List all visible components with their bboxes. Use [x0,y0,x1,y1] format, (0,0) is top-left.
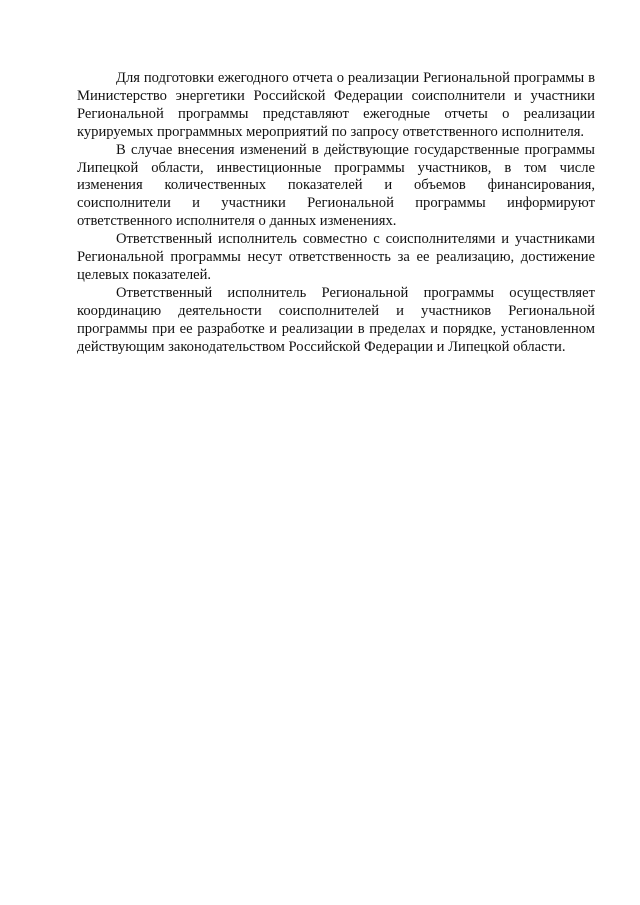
paragraph-coordination: Ответственный исполнитель Региональной программы осуществляет координацию деятельности соисполнителей и участников Региональной программы при ее разработке и реализации в пределах и порядке, установленном действующим законодательством Российской Федерации и Липецкой области. [77,284,595,355]
paragraph-program-changes: В случае внесения изменений в действующие государственные программы Липецкой области, инвестиционные программы участников, в том числе изменения количественных показателей и объемов финансирования, соисполнители и участники Региональной программы информируют ответственного исполнителя о данных изменениях. [77,141,595,230]
paragraph-responsibility: Ответственный исполнитель совместно с соисполнителями и участниками Региональной программы несут ответственность за ее реализацию, достижение целевых показателей. [77,231,595,283]
document-body [77,70,595,357]
paragraph-annual-report: Для подготовки ежегодного отчета о реализации Региональной программы в Министерство энергетики Российской Федерации соисполнители и участники Региональной программы представляют ежегодные отчеты о реализации курируемых программных мероприятий по запросу ответственного исполнителя. [77,70,595,140]
